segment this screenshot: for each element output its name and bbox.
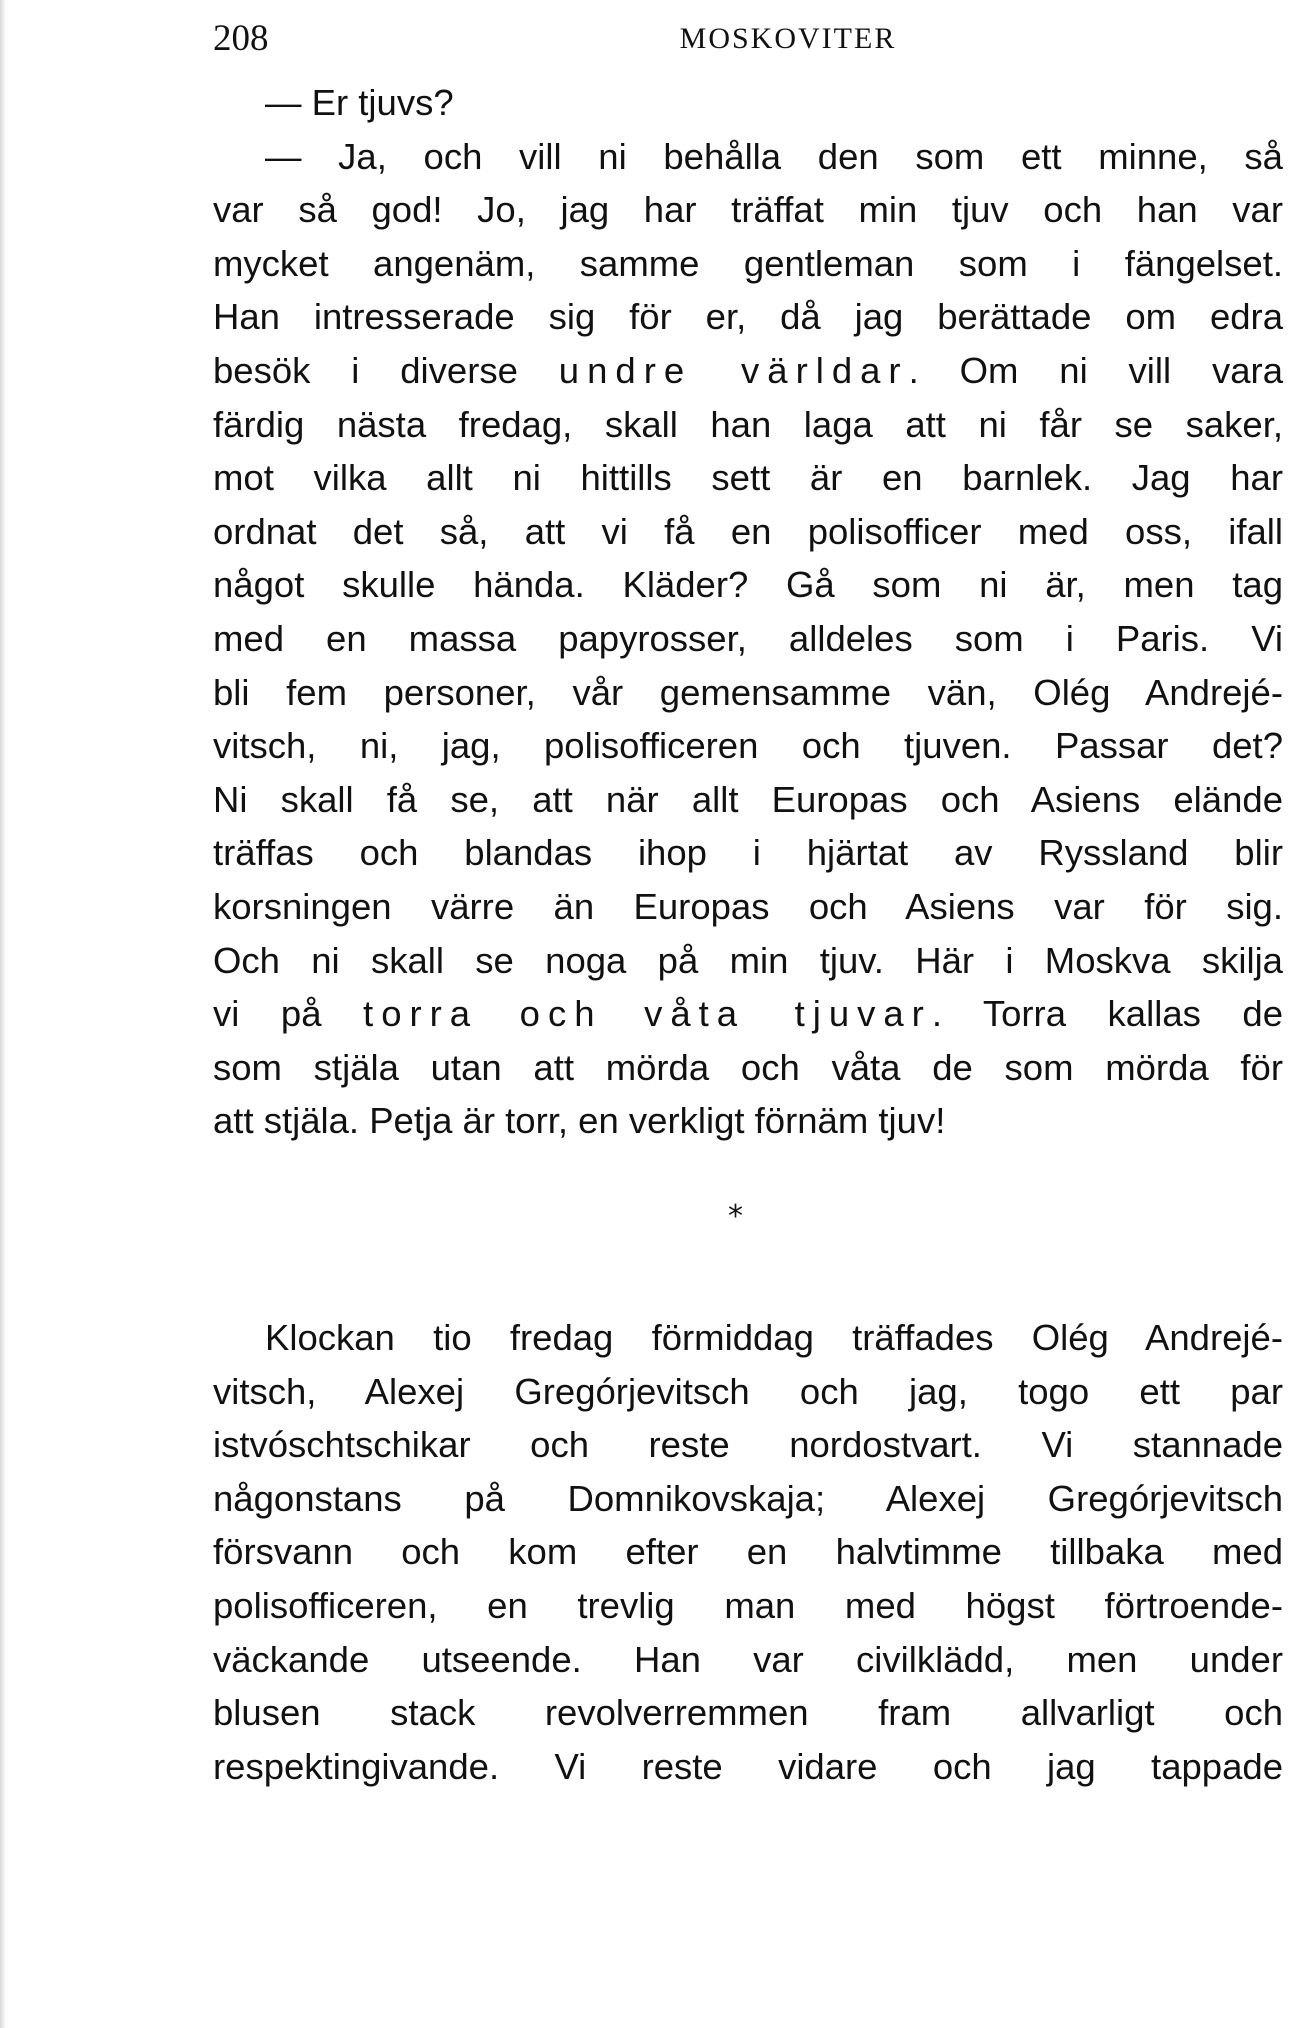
text-line: [213, 344, 1283, 398]
text-line: Klockan tio fredag förmiddag träffades Olég Andrejé-: [265, 1317, 1283, 1358]
text-line: färdig nästa fredag, skall han laga att ni får se saker,: [213, 403, 1283, 445]
text-line: istvóschtschikar och reste nordostvart. Vi stannade: [213, 1424, 1283, 1466]
text-line: med en massa papyrosser, alldeles som i Paris. Vi: [213, 617, 1283, 659]
text-line: Ni skall få se, att när allt Europas och Asiens elände: [213, 778, 1283, 820]
text-line: vitsch, ni, jag, polisofficeren och tjuven. Passar det?: [213, 725, 1283, 767]
text-line: Och ni skall se noga på min tjuv. Här i Moskva skilja: [213, 939, 1283, 981]
text-line: var så god! Jo, jag har träffat min tjuv och han var: [213, 189, 1283, 231]
text-line: — Er tjuvs?: [265, 82, 454, 123]
text-line: försvann och kom efter en halvtimme tillbaka med: [213, 1531, 1283, 1573]
text-line: polisofficeren, en trevlig man med högst förtroende-: [213, 1584, 1283, 1626]
text-line: Han intresserade sig för er, då jag berättade om edra: [213, 296, 1283, 338]
dialogue-section: [213, 76, 1283, 1148]
running-title: MOSKOVITER: [679, 22, 897, 55]
text-line: [213, 987, 1283, 1041]
text-line: — Ja, och vill ni behålla den som ett minne, så: [265, 135, 1283, 177]
text-span: . Torra kallas de: [931, 993, 1283, 1035]
text-line: att stjäla. Petja är torr, en verkligt förnäm tjuv!: [213, 1100, 946, 1142]
text-line: någonstans på Domnikovskaja; Alexej Gregórjevitsch: [213, 1477, 1283, 1519]
text-line: blusen stack revolverremmen fram allvarligt och: [213, 1692, 1283, 1734]
section-separator-asterisk: *: [728, 1199, 743, 1234]
text-line: mot vilka allt ni hittills sett är en barnlek. Jag har: [213, 457, 1283, 499]
narrative-section: [213, 1311, 1283, 1793]
text-line: träffas och blandas ihop i hjärtat av Ryssland blir: [213, 832, 1283, 874]
spaced-emphasis: torra: [363, 993, 479, 1035]
page-header: [213, 14, 1283, 64]
text-span: . Om ni vill vara: [908, 349, 1283, 391]
page-number: 208: [213, 18, 269, 59]
text-line: mycket angenäm, samme gentleman som i fängelset.: [213, 242, 1283, 284]
text-line: väckande utseende. Han var civilklädd, men under: [213, 1638, 1283, 1680]
text-line: något skulle hända. Kläder? Gå som ni är, men tag: [213, 564, 1283, 606]
text-line: bli fem personer, vår gemensamme vän, Olég Andrejé-: [213, 671, 1283, 713]
text-span: vi på: [213, 993, 322, 1035]
text-span: besök i diverse: [213, 349, 518, 391]
spaced-emphasis: våta tjuvar: [644, 993, 932, 1035]
text-line: korsningen värre än Europas och Asiens var för sig.: [213, 885, 1283, 927]
spaced-emphasis: undre världar: [558, 349, 909, 391]
text-line: respektingivande. Vi reste vidare och jag tappade: [213, 1745, 1283, 1787]
text-line: som stjäla utan att mörda och våta de som mörda för: [213, 1046, 1283, 1088]
page-edge-shadow: [0, 0, 6, 2028]
text-line: vitsch, Alexej Gregórjevitsch och jag, togo ett par: [213, 1370, 1283, 1412]
text-line: ordnat det så, att vi få en polisofficer med oss, ifall: [213, 510, 1283, 552]
spaced-emphasis: och: [519, 993, 603, 1035]
